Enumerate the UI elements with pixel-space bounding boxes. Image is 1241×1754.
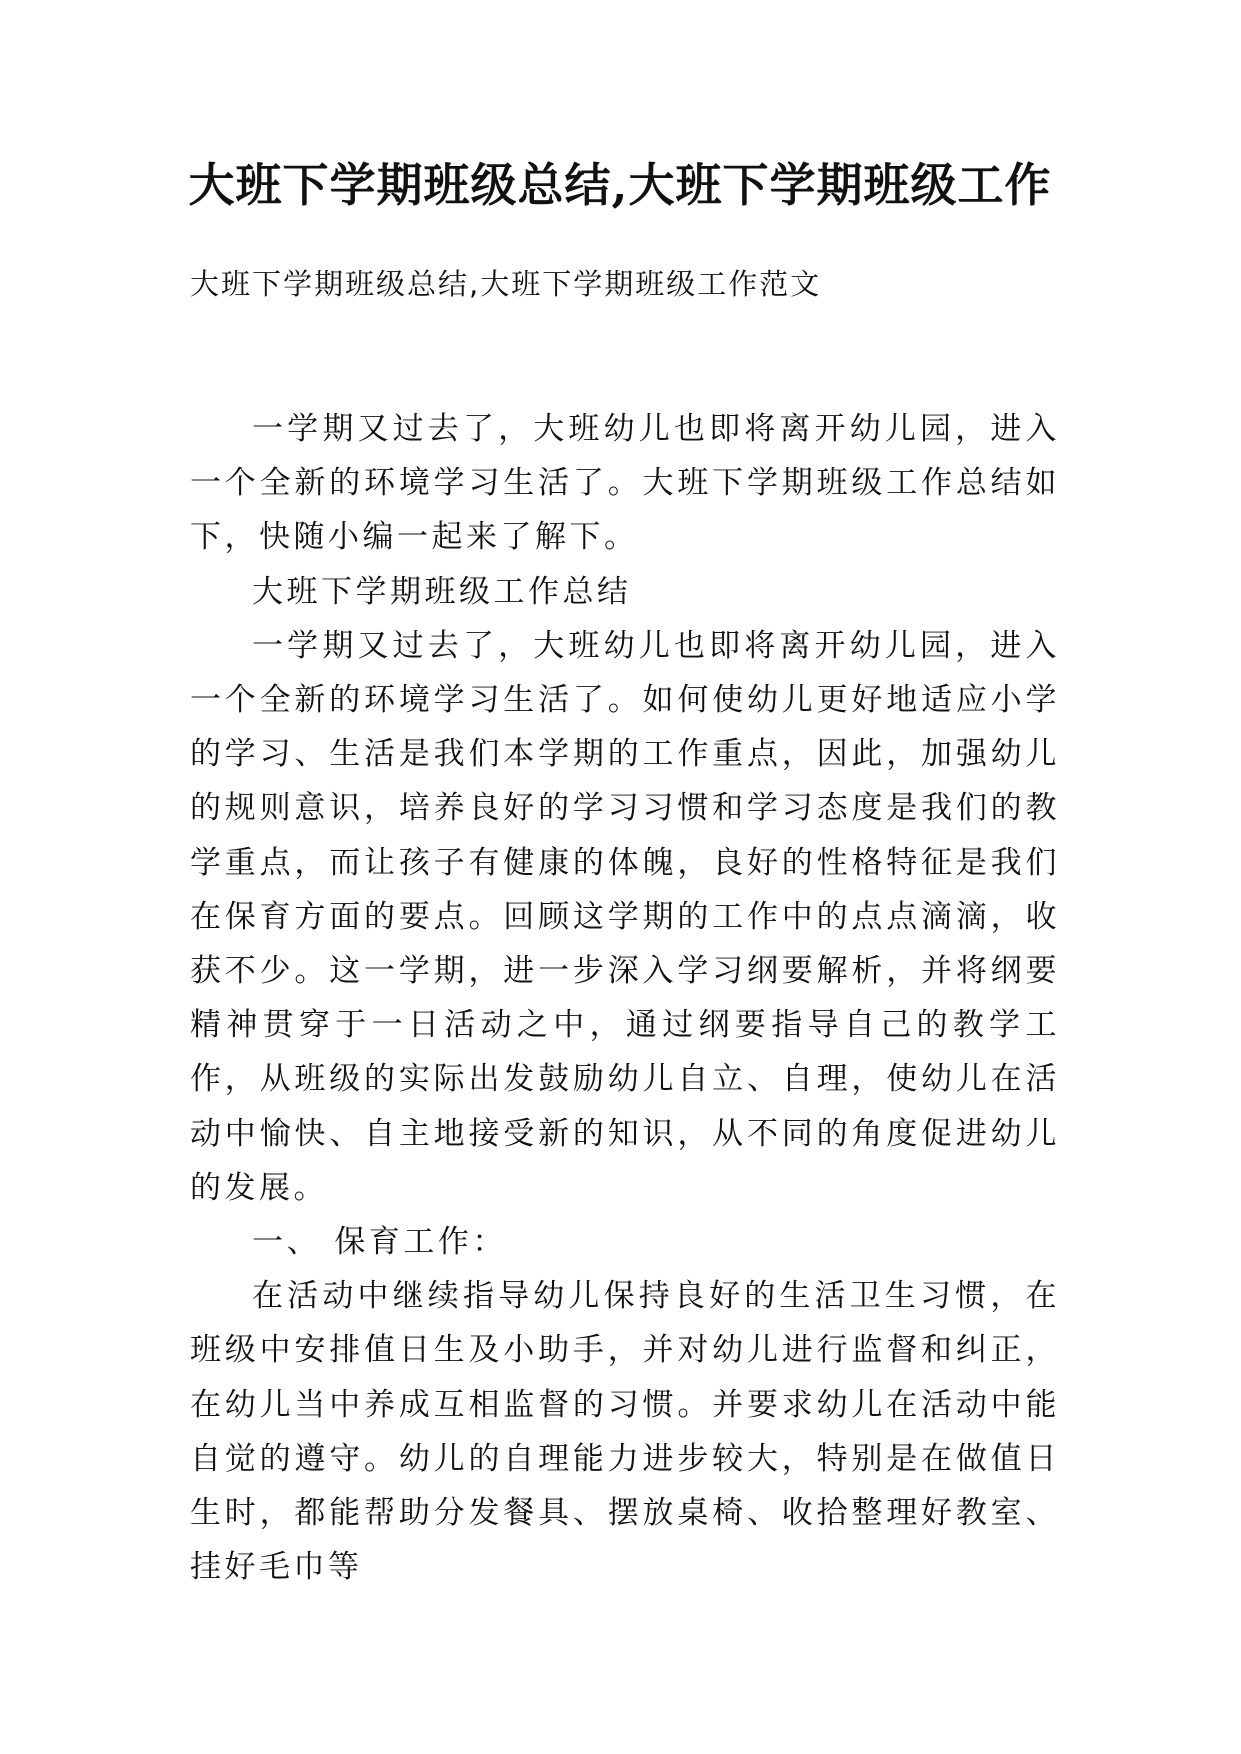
paragraph-heading: 大班下学期班级工作总结 [252,573,632,610]
paragraph-care: 在活动中继续指导幼儿保持良好的生活卫生习惯，在班级中安排值日生及小助手，并对幼儿进行监督和纠正，在幼儿当中养成互相监督的习惯。并要求幼儿在活动中能自觉的遵守。幼儿的自理能力进步较大，特别是在做值日生时，都能帮助分发餐具、摆放桌椅、收拾整理好教室、挂好毛巾等 [190,1278,1060,1586]
document-body [190,402,1060,1594]
section-heading-care: 一、 保育工作： [252,1224,507,1261]
document-title: 大班下学期班级总结,大班下学期班级工作 [188,158,1052,212]
paragraph-main: 一学期又过去了，大班幼儿也即将离开幼儿园，进入一个全新的环境学习生活了。如何使幼儿更好地适应小学的学习、生活是我们本学期的工作重点，因此，加强幼儿的规则意识，培养良好的学习习惯和学习态度是我们的教学重点，而让孩子有健康的体魄，良好的性格特征是我们在保育方面的要点。回顾这学期的工作中的点点滴滴，收获不少。这一学期，进一步深入学习纲要解析，并将纲要精神贯穿于一日活动之中，通过纲要指导自己的教学工作，从班级的实际出发鼓励幼儿自立、自理，使幼儿在活动中愉快、自主地接受新的知识，从不同的角度促进幼儿的发展。 [190,627,1060,1206]
paragraph-intro: 一学期又过去了，大班幼儿也即将离开幼儿园，进入一个全新的环境学习生活了。大班下学期班级工作总结如下，快随小编一起来了解下。 [190,411,1060,556]
document-subtitle: 大班下学期班级总结,大班下学期班级工作范文 [190,267,822,301]
